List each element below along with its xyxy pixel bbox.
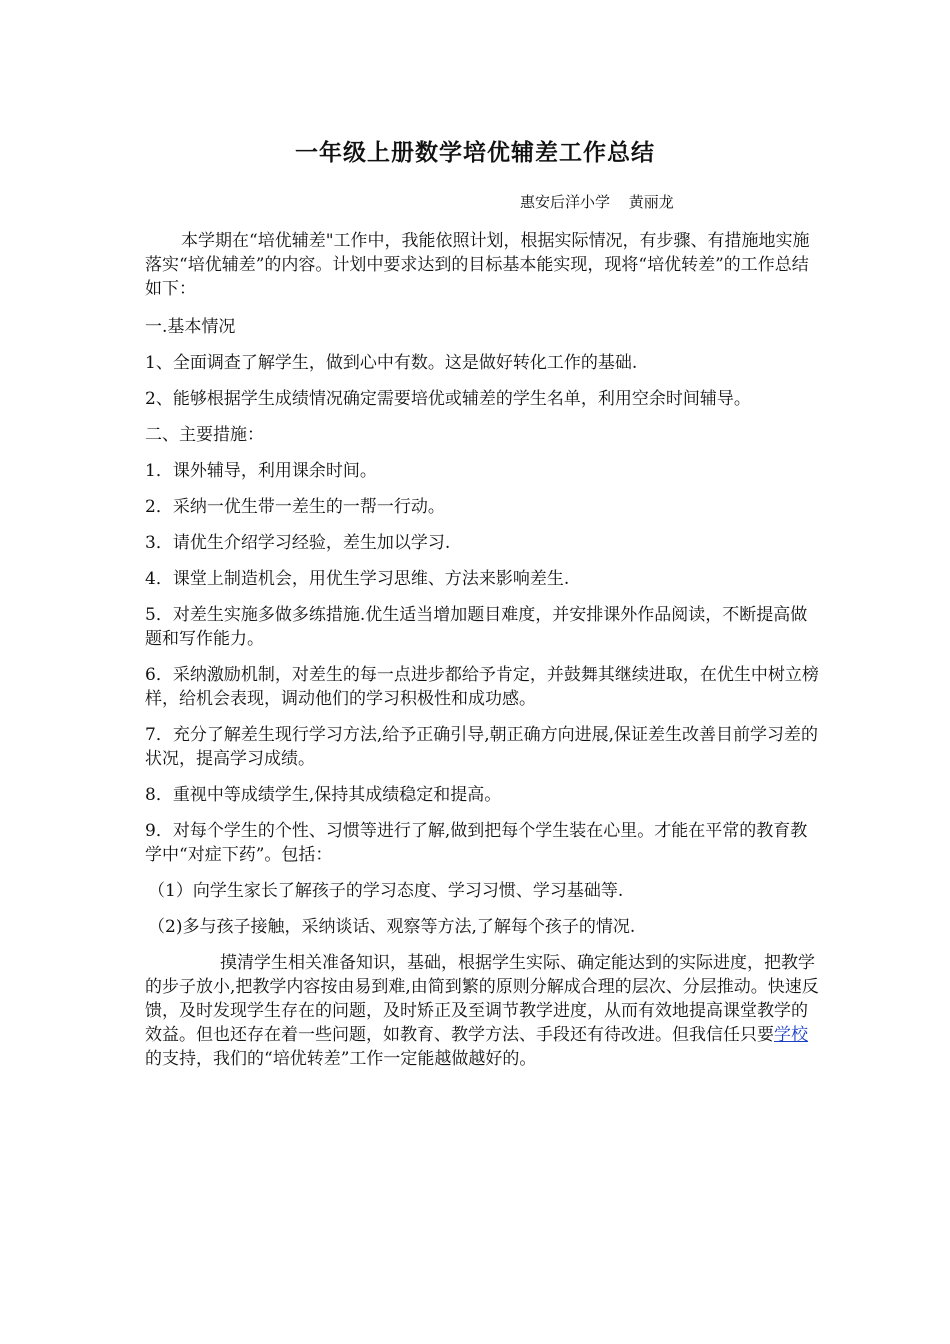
list-item: 2、能够根据学生成绩情况确定需要培优或辅差的学生名单，利用空余时间辅导。 xyxy=(145,389,751,409)
school-link[interactable]: 学校 xyxy=(774,1025,808,1045)
sub-list-item: （1）向学生家长了解孩子的学习态度、学习习惯、学习基础等. xyxy=(148,881,624,901)
closing-paragraph xyxy=(145,951,820,1071)
list-item: 9．对每个学生的个性、习惯等进行了解,做到把每个学生装在心里。才能在平常的教育教学中“对症下药”。包括： xyxy=(145,821,808,865)
list-item: 1、全面调查了解学生，做到心中有数。这是做好转化工作的基础. xyxy=(145,353,638,373)
list-item: 3．请优生介绍学习经验，差生加以学习. xyxy=(145,533,451,553)
section-heading-measures: 二、主要措施： xyxy=(145,425,264,445)
list-item: 4．课堂上制造机会，用优生学习思维、方法来影响差生. xyxy=(145,569,570,589)
sub-list-item: （2)多与孩子接触，采纳谈话、观察等方法,了解每个孩子的情况. xyxy=(148,917,636,937)
list-item: 8．重视中等成绩学生,保持其成绩稳定和提高。 xyxy=(145,785,502,805)
intro-paragraph: 本学期在“培优辅差"工作中，我能依照计划，根据实际情况，有步骤、有措施地实施落实“培优辅差”的内容。计划中要求达到的目标基本能实现，现将“培优转差”的工作总结如下： xyxy=(145,231,810,299)
list-item: 1．课外辅导，利用课余时间。 xyxy=(145,461,377,481)
author-school: 惠安后洋小学 xyxy=(520,193,611,211)
document-body xyxy=(145,229,820,1083)
author-line xyxy=(520,191,780,212)
closing-text-after-link: 的支持，我们的“培优转差”工作一定能越做越好的。 xyxy=(145,1049,537,1069)
list-item: 2．采纳一优生带一差生的一帮一行动。 xyxy=(145,497,445,517)
author-name: 黄丽龙 xyxy=(628,193,674,211)
closing-text-before-link: 摸清学生相关准备知识，基础，根据学生实际、确定能达到的实际进度，把教学的步子放小,把教学内容按由易到难,由简到繁的原则分解成合理的层次、分层推动。快速反馈，及时发现学生存在的问题，及时矫正及至调节教学进度，从而有效地提高课堂教学的效益。但也还存在着一些问题，如教育、教学方法、手段还有待改进。但我信任只要 xyxy=(145,953,819,1045)
list-item: 7．充分了解差生现行学习方法,给予正确引导,朝正确方向进展,保证差生改善目前学习差的状况，提高学习成绩。 xyxy=(145,725,819,769)
document-title: 一年级上册数学培优辅差工作总结 xyxy=(295,139,655,166)
list-item: 6．采纳激励机制，对差生的每一点进步都给予肯定，并鼓舞其继续进取，在优生中树立榜样，给机会表现，调动他们的学习积极性和成功感。 xyxy=(145,665,819,709)
section-heading-basic: 一.基本情况 xyxy=(145,317,236,337)
list-item: 5．对差生实施多做多练措施.优生适当增加题目难度，并安排课外作品阅读，不断提高做题和写作能力。 xyxy=(145,605,808,649)
